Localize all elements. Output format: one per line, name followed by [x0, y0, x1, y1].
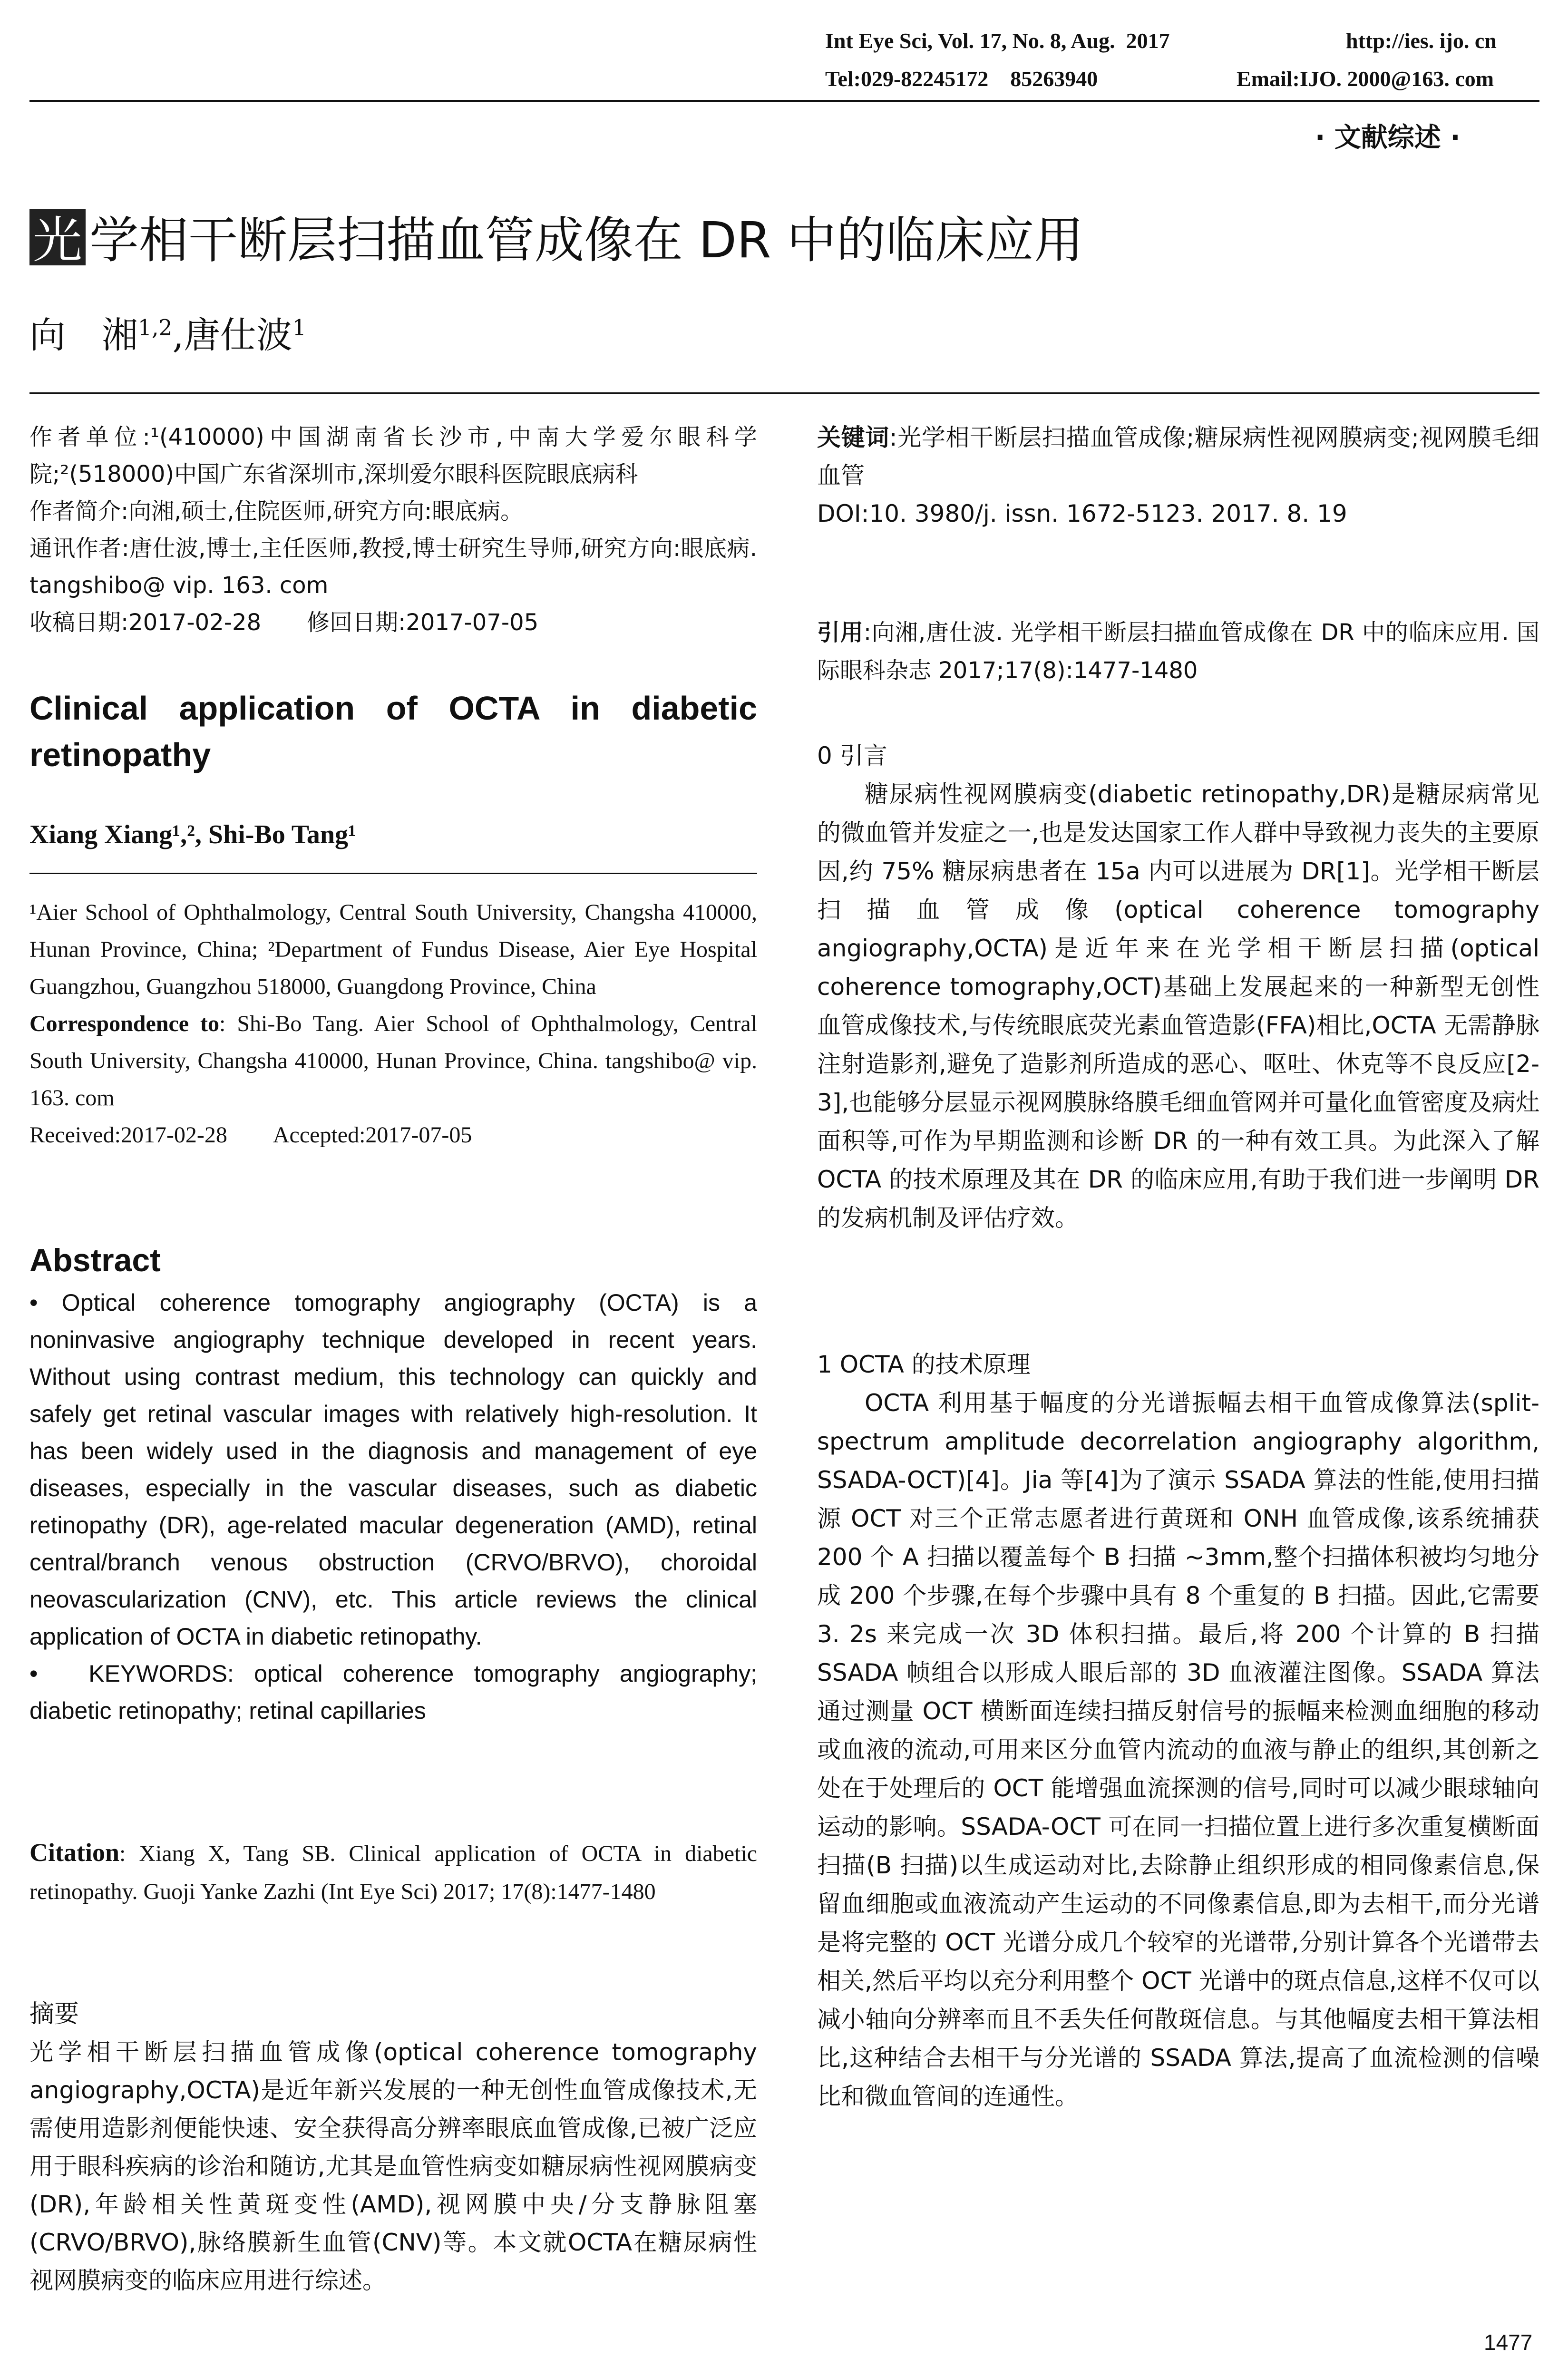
abstract-heading: Abstract: [29, 1242, 161, 1278]
keywords-cn: [817, 419, 1539, 495]
abstract-block: [29, 1284, 757, 1729]
citation-cn-text: :向湘,唐仕波. 光学相干断层扫描血管成像在 DR 中的临床应用. 国际眼科杂志 2017;17(8):1477-1480: [817, 619, 1539, 684]
citation-cn-label: 引用: [817, 619, 864, 646]
affiliation-unit: 作者单位:¹(410000)中国湖南省长沙市,中南大学爱尔眼科学院;²(518000)中国广东省深圳市,深圳爱尔眼科医院眼底病科: [29, 424, 757, 487]
corresponding-author: 通讯作者:唐仕波,博士,主任医师,教授,博士研究生导师,研究方向:眼底病. tangshibo@ vip. 163. com: [29, 535, 757, 599]
journal-url: http://ies. ijo. cn: [1346, 29, 1497, 53]
author-2-sup: 1: [292, 315, 306, 341]
title-first-char: 光: [29, 209, 86, 265]
section-1-text: OCTA 利用基于幅度的分光谱振幅去相干血管成像算法(split-spectrum amplitude decorrelation angiography algorithm, SSADA-OCT)[4]。Jia 等[4]为了演示 SSADA 算法的性能,使用扫描源 OCT 对三个正常志愿者进行黄斑和 ONH 血管成像,该系统捕获 200 个 A 扫描以覆盖每个 B 扫描 ~3mm,整个扫描体积被均匀地分成 200 个步骤,在每个步骤中具有 8 个重复的 B 扫描。因此,它需要 3. 2s 来完成一次 3D 体积扫描。最后,将 200 个计算的 B 扫描 SSADA 帧组合以形成人眼后部的 3D 血液灌注图像。SSADA 算法通过测量 OCT 横断面连续扫描反射信号的振幅来检测血细胞的移动或血液的流动,可用来区分血管内流动的血液与静止的组织,其创新之处在于处理后的 OCT 能增强血流探测的信号,同时可以减少眼球轴向运动的影响。SSADA-OCT 可在同一扫描位置上进行多次重复横断面扫描(B 扫描)以生成运动对比,去除静止组织形成的相同像素信息,保留血细胞或血液流动产生运动的不同像素信息,即为去相干,而分光谱是将完整的 OCT 光谱分成几个较窄的光谱带,分别计算各个光谱带去相关,然后平均以充分利用整个 OCT 光谱中的斑点信息,这样不仅可以减小轴向分辨率而且不丢失任何散斑信息。与其他幅度去相干算法相比,这种结合去相干与分光谱的 SSADA 算法,提高了血流检测的信噪比和微血管间的连通性。: [817, 1389, 1539, 2110]
section-tag: · 文献综述 ·: [1315, 122, 1461, 153]
author-bio: 作者简介:向湘,硕士,住院医师,研究方向:眼底病。: [29, 498, 524, 525]
abstract-keywords: • KEYWORDS: optical coherence tomography angiography; diabetic retinopathy; retinal capillaries: [29, 1660, 757, 1724]
received-dates-cn: 收稿日期:2017-02-28 修回日期:2017-07-05: [29, 609, 539, 636]
abstract-text: • Optical coherence tomography angiography (OCTA) is a noninvasive angiography technique developed in recent years. Without using contrast medium, this technology can quickly and safely get retinal vascular images with relatively high-resolution. It has been widely used in the diagnosis and management of eye diseases, especially in the vascular diseases, such as diabetic retinopathy (DR), age-related macular degeneration (AMD), retinal central/branch venous obstruction (CRVO/BRVO), choroidal neovascularization (CNV), etc. This article reviews the clinical application of OCTA in diabetic retinopathy.: [29, 1289, 757, 1650]
english-authors-rule: [29, 873, 757, 874]
english-title: Clinical application of OCTA in diabetic retinopathy: [29, 690, 757, 773]
keywords-cn-label: 关键词: [817, 424, 889, 451]
english-affiliation-block: [29, 894, 757, 1154]
authors-rule: [29, 392, 1539, 394]
abstract-cn-text: 光学相干断层扫描血管成像(optical coherence tomography angiography,OCTA)是近年新兴发展的一种无创性血管成像技术,无需使用造影剂便能快速、安全获得高分辨率眼底血管成像,已被广泛应用于眼科疾病的诊治和随访,尤其是血管性病变如糖尿病性视网膜病变(DR),年龄相关性黄斑变性(AMD),视网膜中央/分支静脉阻塞(CRVO/BRVO),脉络膜新生血管(CNV)等。本文就OCTA在糖尿病性视网膜病变的临床应用进行综述。: [29, 2038, 757, 2294]
page-number: 1477: [1484, 2330, 1533, 2355]
correspondence-label: Correspondence to: [29, 1011, 220, 1036]
author-sep: ,: [172, 314, 184, 356]
author-2: 唐仕波: [184, 314, 292, 356]
header-rule: [29, 100, 1539, 102]
abstract-cn-heading: 摘要: [29, 2000, 79, 2028]
citation-label: Citation: [29, 1838, 119, 1867]
citation-text: : Xiang X, Tang SB. Clinical application of OCTA in diabetic retinopathy. Guoji Yanke Zazhi (Int Eye Sci) 2017; 17(8):1477-1480: [29, 1841, 757, 1904]
journal-tel: Tel:029-82245172 85263940: [825, 67, 1098, 91]
page-title: [29, 209, 1083, 271]
author-1-sup: 1,2: [138, 315, 173, 341]
title-rest: 学相干断层扫描血管成像在 DR 中的临床应用: [89, 211, 1084, 269]
affiliation-cn: [29, 419, 757, 641]
keywords-cn-text: :光学相干断层扫描血管成像;糖尿病性视网膜病变;视网膜毛细血管: [817, 424, 1540, 489]
journal-info: Int Eye Sci, Vol. 17, No. 8, Aug. 2017: [825, 29, 1170, 53]
citation-cn: [817, 614, 1539, 690]
journal-email: Email:IJO. 2000@163. com: [1237, 67, 1494, 91]
authors-cn: [29, 312, 306, 359]
english-received: Received:2017-02-28 Accepted:2017-07-05: [29, 1122, 472, 1148]
section-1-heading: 1 OCTA 的技术原理: [817, 1351, 1031, 1378]
section-0-heading: 0 引言: [817, 742, 887, 770]
english-correspondence: [29, 1005, 757, 1117]
correspondence-text: : Shi-Bo Tang. Aier School of Ophthalmology, Central South University, Changsha 410000, Hunan Province, China. tangshibo@ vip. 163. com: [29, 1011, 757, 1111]
english-citation: [29, 1833, 757, 1911]
english-authors: Xiang Xiang¹,², Shi-Bo Tang¹: [29, 820, 356, 849]
right-front-matter: [817, 419, 1539, 533]
section-0-text: 糖尿病性视网膜病变(diabetic retinopathy,DR)是糖尿病常见的微血管并发症之一,也是发达国家工作人群中导致视力丧失的主要原因,约 75% 糖尿病患者在 15a 内可以进展为 DR[1]。光学相干断层扫描血管成像(optical coherence tomography angiography,OCTA)是近年来在光学相干断层扫描(optical coherence tomography,OCT)基础上发展起来的一种新型无创性血管成像技术,与传统眼底荧光素血管造影(FFA)相比,OCTA 无需静脉注射造影剂,避免了造影剂所造成的恶心、呕吐、休克等不良反应[2-3],也能够分层显示视网膜脉络膜毛细血管网并可量化血管密度及病灶面积等,可作为早期监测和诊断 DR 的一种有效工具。为此深入了解 OCTA 的技术原理及其在 DR 的临床应用,有助于我们进一步阐明 DR 的发病机制及评估疗效。: [817, 780, 1539, 1232]
english-affiliation: ¹Aier School of Ophthalmology, Central South University, Changsha 410000, Hunan Province, China; ²Department of Fundus Disease, Aier Eye Hospital Guangzhou, Guangzhou 518000, Guangdong Province, China: [29, 900, 757, 999]
doi: DOI:10. 3980/j. issn. 1672-5123. 2017. 8. 19: [817, 500, 1347, 527]
author-1: 向 湘: [29, 314, 138, 356]
